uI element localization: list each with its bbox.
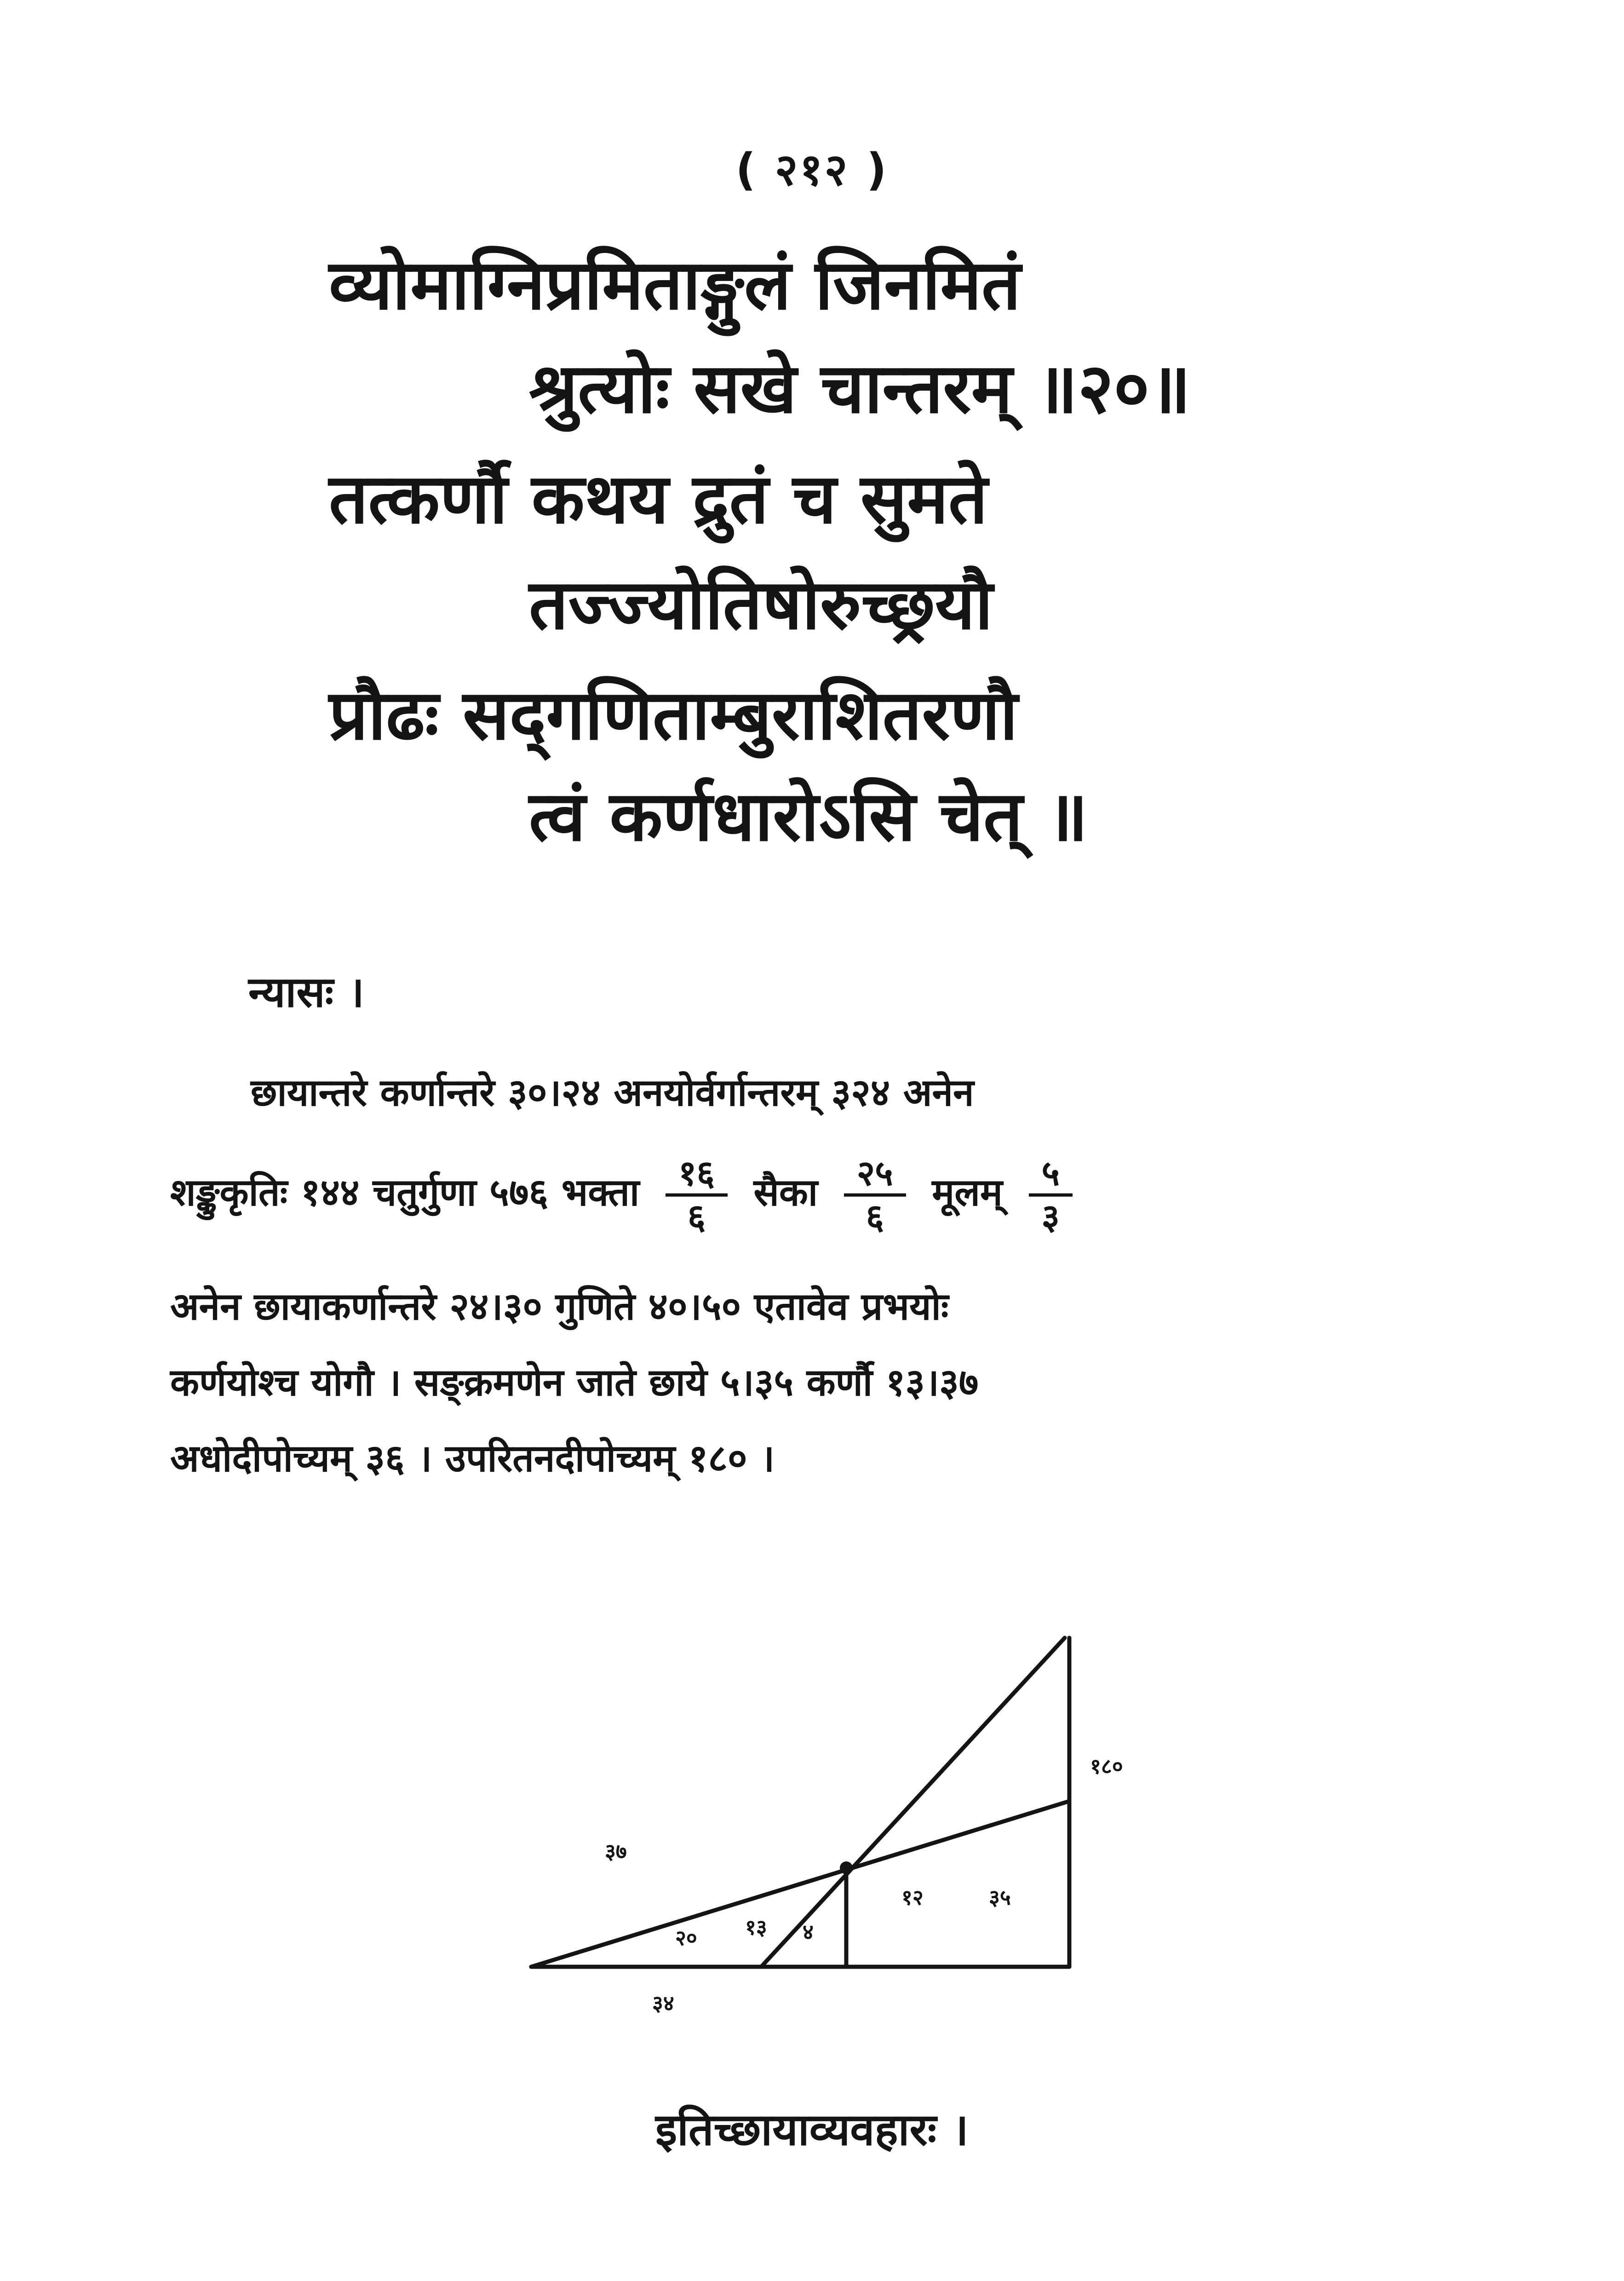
fraction-2-numerator: २५ [844,1155,906,1197]
fraction-3 [1029,1152,1073,1237]
label-right-segment-b: ३५ [989,1885,1011,1910]
figure-upper-ray [761,1638,1065,1967]
verse-line-4: तज्ज्योतिषोरुच्छ्रयौ [529,565,993,645]
calc-line-1: छायान्तरे कर्णान्तरे ३०।२४ अनयोर्वर्गान्तरम् ३२४ अनेन [251,1071,974,1115]
calc-line-4: कर्णयोश्च योगौ । सङ्क्रमणेन जाते छाये ५।३५ कर्णौ १३।३७ [170,1361,979,1405]
calc-line-3: अनेन छायाकर्णान्तरे २४।३० गुणिते ४०।५० एतावेव प्रभयोः [170,1285,949,1329]
fraction-3-numerator: ५ [1029,1155,1073,1197]
label-base: ३४ [652,1991,674,2016]
label-small-segment: १३ [745,1915,767,1940]
label-upper-height: १८० [1090,1754,1123,1779]
label-right-segment-a: १२ [901,1885,924,1910]
calc-line-2-part-c: मूलम् [932,1170,1003,1215]
calc-line-2-part-a: शङ्कुकृतिः १४४ चतुर्गुणा ५७६ भक्ता [170,1170,640,1215]
figure-lower-hypotenuse [531,1801,1069,1967]
label-left-hypotenuse: ३७ [605,1839,627,1864]
calc-line-5: अधोदीपोच्यम् ३६ । उपरितनदीपोच्यम् १८० । [170,1437,775,1480]
closing-line: इतिच्छायाव्यवहारः । [655,2104,969,2155]
calc-line-2-part-b: सैका [753,1170,818,1215]
verse-line-3: तत्कर्णौ कथय द्रुतं च सुमते [329,459,988,539]
label-short-post: ४ [803,1919,814,1944]
page-number: ( २१२ ) [735,144,889,196]
verse-line-6: त्वं कर्णधारोऽसि चेत् ॥ [529,777,1088,857]
fraction-1-denominator: ६ [687,1196,706,1237]
fraction-1 [666,1152,728,1237]
verse-line-1: व्योमाग्निप्रमिताङ्गुलं जिनमितं [329,245,1021,325]
fraction-2 [844,1152,906,1237]
nyasa-heading: न्यासः । [248,968,365,1017]
verse-line-2: श्रुत्योः सखे चान्तरम् ॥२०॥ [529,349,1191,429]
fraction-1-numerator: १६ [666,1155,728,1197]
figure-intersection-point [840,1861,853,1874]
label-inner-segment: २० [675,1925,697,1950]
fraction-3-denominator: ३ [1041,1196,1060,1237]
fraction-2-denominator: ६ [866,1196,884,1237]
calc-line-2 [170,1152,1085,1237]
verse-line-5: प्रौढः सद्‌गणिताम्बुराशितरणौ [329,675,1018,755]
